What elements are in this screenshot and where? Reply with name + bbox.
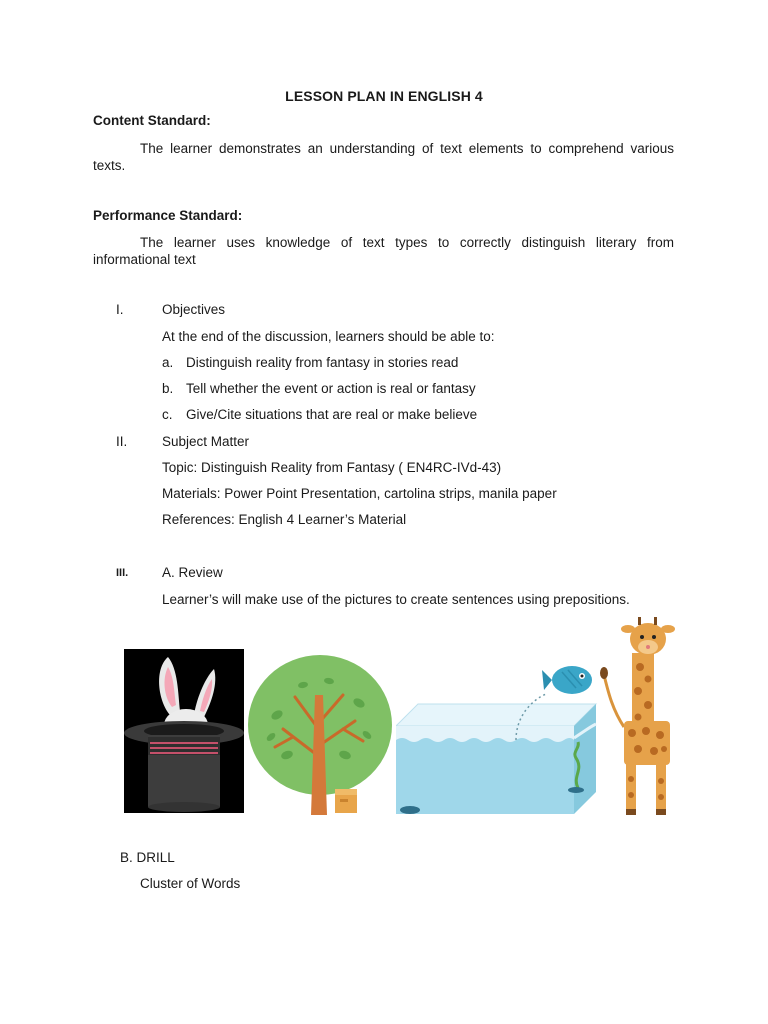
content-standard-body: The learner demonstrates an understanding of text elements to comprehend various texts.: [93, 141, 674, 173]
objective-item-a: [162, 355, 458, 370]
objective-text: Give/Cite situations that are real or make believe: [186, 407, 478, 422]
objective-letter: c.: [162, 407, 173, 422]
objective-text: Distinguish reality from fantasy in stories read: [186, 355, 459, 370]
objective-item-c: [162, 407, 477, 422]
content-standard-heading: Content Standard:: [93, 113, 211, 128]
objective-text: Tell whether the event or action is real or fantasy: [186, 381, 476, 396]
objectives-title: Objectives: [162, 302, 226, 317]
subject-matter-materials: Materials: Power Point Presentation, cartolina strips, manila paper: [162, 486, 557, 501]
performance-standard-heading: Performance Standard:: [93, 208, 243, 223]
giraffe-image: [598, 617, 676, 817]
rabbit-in-hat-image: [124, 649, 244, 813]
objectives-numeral: I.: [116, 302, 124, 317]
subject-matter-numeral: II.: [116, 434, 128, 449]
subject-matter-title: Subject Matter: [162, 434, 250, 449]
objective-letter: b.: [162, 381, 174, 396]
objective-letter: a.: [162, 355, 174, 370]
fish-tank-image: [396, 660, 598, 816]
objectives-intro: At the end of the discussion, learners should be able to:: [162, 329, 495, 344]
tree-and-box-image: [247, 655, 393, 815]
performance-standard-body: The learner uses knowledge of text types to correctly distinguish literary from informational text: [93, 235, 674, 267]
subject-matter-references: References: English 4 Learner’s Material: [162, 512, 407, 527]
objective-item-b: [162, 381, 476, 396]
drill-title: B. DRILL: [120, 850, 175, 865]
content-standard-text: [93, 140, 674, 174]
review-title: A. Review: [162, 565, 223, 580]
review-text: Learner’s will make use of the pictures to create sentences using prepositions.: [162, 592, 630, 607]
document-title: LESSON PLAN IN ENGLISH 4: [285, 88, 483, 104]
subject-matter-topic: Topic: Distinguish Reality from Fantasy ( EN4RC-IVd-43): [162, 460, 502, 475]
procedure-numeral: III.: [116, 567, 129, 579]
drill-text: Cluster of Words: [140, 876, 241, 891]
performance-standard-text: [93, 234, 674, 268]
